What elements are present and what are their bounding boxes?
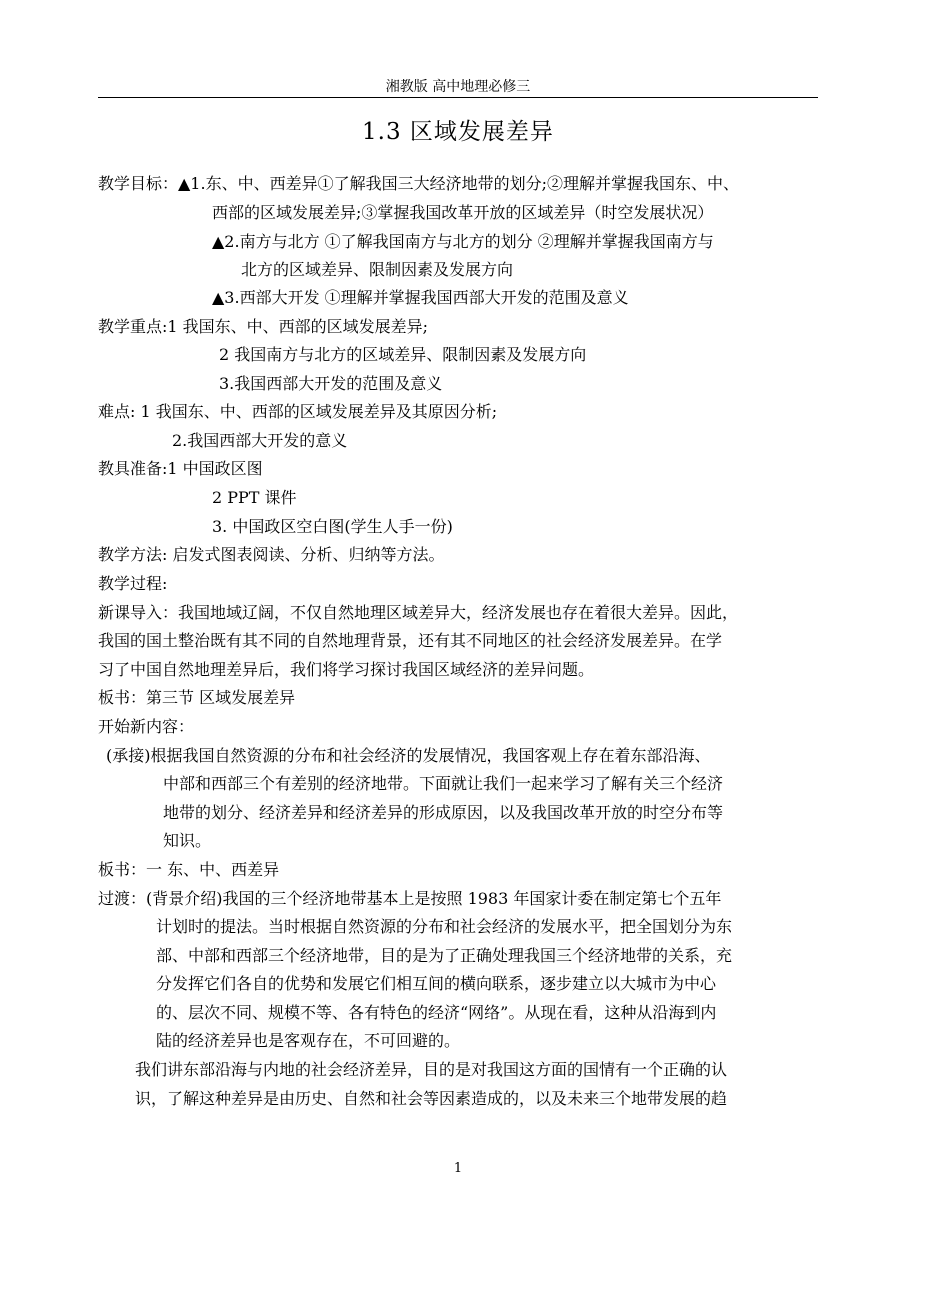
- text-line: 分发挥它们各自的优势和发展它们相互间的横向联系，逐步建立以大城市为中心: [156, 974, 717, 993]
- text-line: 2.我国西部大开发的意义: [172, 431, 348, 450]
- text-line: 教学重点:1 我国东、中、西部的区域发展差异;: [98, 317, 429, 336]
- text-line: 新课导入：我国地域辽阔，不仅自然地理区域差异大，经济发展也存在着很大差异。因此，: [98, 603, 739, 622]
- text-line: 教学目标：▲1.东、中、西差异①了解我国三大经济地带的划分;②理解并掌握我国东、中、: [98, 174, 739, 193]
- text-line: 部、中部和西部三个经济地带，目的是为了正确处理我国三个经济地带的关系，充: [156, 946, 733, 965]
- text-line: ▲2.南方与北方 ①了解我国南方与北方的划分 ②理解并掌握我国南方与: [212, 232, 714, 251]
- text-line: ▲3.西部大开发 ①理解并掌握我国西部大开发的范围及意义: [212, 288, 629, 307]
- text-line: 板书：第三节 区域发展差异: [98, 688, 296, 707]
- page-number: 1: [453, 1161, 463, 1176]
- text-line: 2 PPT 课件: [212, 488, 297, 507]
- text-line: 难点: 1 我国东、中、西部的区域发展差异及其原因分析;: [98, 402, 498, 421]
- text-line: 3. 中国政区空白图(学生人手一份): [212, 517, 453, 536]
- text-line: 过渡：(背景介绍)我国的三个经济地带基本上是按照 1983 年国家计委在制定第七个五年: [98, 889, 722, 908]
- text-line: 3.我国西部大开发的范围及意义: [219, 374, 443, 393]
- page-header: 湘教版 高中地理必修三: [385, 79, 531, 95]
- page-title: 1.3 区域发展差异: [362, 119, 554, 145]
- text-line: 我国的国土整治既有其不同的自然地理背景，还有其不同地区的社会经济发展差异。在学: [98, 631, 723, 650]
- text-line: 知识。: [163, 831, 212, 850]
- text-line: 教学方法: 启发式图表阅读、分析、归纳等方法。: [98, 545, 445, 564]
- text-line: 的、层次不同、规模不等、各有特色的经济“网络”。从现在看，这种从沿海到内: [156, 1003, 717, 1022]
- text-line: 习了中国自然地理差异后，我们将学习探讨我国区域经济的差异问题。: [98, 660, 595, 679]
- header-rule: [98, 97, 818, 98]
- text-line: (承接)根据我国自然资源的分布和社会经济的发展情况，我国客观上存在着东部沿海、: [106, 746, 711, 765]
- text-line: 北方的区域差异、限制因素及发展方向: [241, 260, 514, 279]
- text-line: 识，了解这种差异是由历史、自然和社会等因素造成的，以及未来三个地带发展的趋: [135, 1089, 728, 1108]
- text-line: 计划时的提法。当时根据自然资源的分布和社会经济的发展水平，把全国划分为东: [156, 917, 733, 936]
- text-line: 板书：一 东、中、西差异: [98, 860, 280, 879]
- text-line: 教学过程:: [98, 574, 168, 593]
- text-line: 开始新内容：: [98, 717, 195, 736]
- text-line: 我们讲东部沿海与内地的社会经济差异，目的是对我国这方面的国情有一个正确的认: [135, 1060, 728, 1079]
- text-line: 2 我国南方与北方的区域差异、限制因素及发展方向: [219, 345, 587, 364]
- text-line: 西部的区域发展差异;③掌握我国改革开放的区域差异（时空发展状况）: [212, 203, 714, 222]
- text-line: 教具准备:1 中国政区图: [98, 459, 263, 478]
- text-line: 陆的经济差异也是客观存在，不可回避的。: [156, 1031, 461, 1050]
- text-line: 地带的划分、经济差异和经济差异的形成原因，以及我国改革开放的时空分布等: [163, 803, 724, 822]
- text-line: 中部和西部三个有差别的经济地带。下面就让我们一起来学习了解有关三个经济: [163, 774, 724, 793]
